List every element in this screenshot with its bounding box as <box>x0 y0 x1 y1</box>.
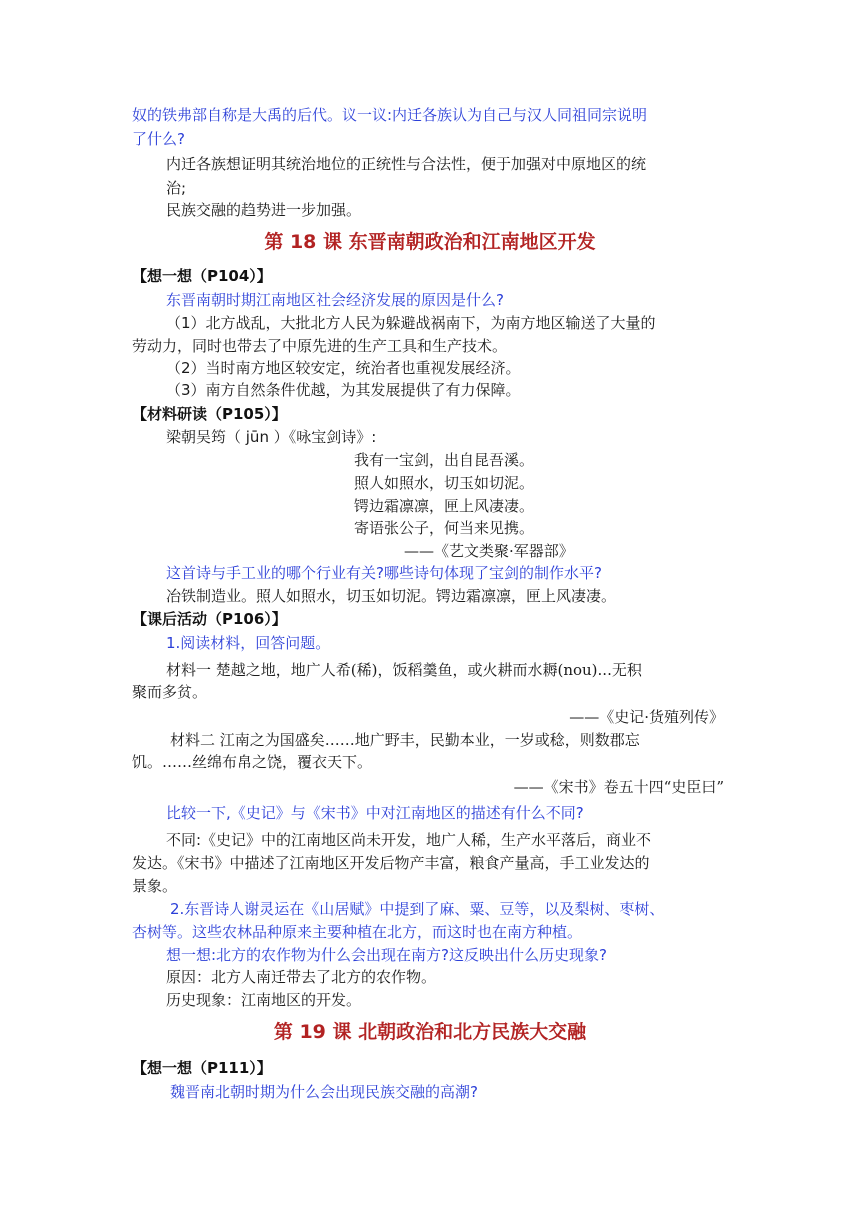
answer-line: 内迁各族想证明其统治地位的正统性与合法性，便于加强对中原地区的统 <box>166 155 647 173</box>
question: 比较一下,《史记》与《宋书》中对江南地区的描述有什么不同? <box>166 804 584 822</box>
text-line: 了什么? <box>132 130 185 148</box>
poem-intro: 梁朝吴筠（ jūn ）《咏宝剑诗》: <box>166 428 377 446</box>
answer-line: 原因：北方人南迁带去了北方的农作物。 <box>166 968 437 986</box>
material-source: ——《宋书》卷五十四“史臣曰” <box>513 778 724 796</box>
material-text: 聚而多贫。 <box>132 683 208 701</box>
question: 这首诗与手工业的哪个行业有关?哪些诗句体现了宝剑的制作水平? <box>166 564 602 582</box>
material-text: 饥。……丝绵布帛之饶，覆衣天下。 <box>132 753 373 771</box>
answer-line: 劳动力，同时也带去了中原先进的生产工具和生产技术。 <box>132 337 508 355</box>
answer-line: 发达。《宋书》中描述了江南地区开发后物产丰富，粮食产量高，手工业发达的 <box>132 854 650 872</box>
poem-line: 寄语张公子，何当来见携。 <box>354 519 535 537</box>
material-source: ——《史记·货殖列传》 <box>569 708 724 726</box>
answer-line: 景象。 <box>132 877 178 895</box>
section-header: 【材料研读（P105）】 <box>132 405 287 423</box>
text-line: 奴的铁弗部自称是大禹的后代。议一议:内迁各族认为自己与汉人同祖同宗说明 <box>132 106 648 124</box>
answer-line: 历史现象：江南地区的开发。 <box>166 991 362 1009</box>
question: 东晋南朝时期江南地区社会经济发展的原因是什么? <box>166 291 504 309</box>
material-text: 材料二 江南之为国盛矣……地广野丰，民勤本业，一岁或稔，则数郡忘 <box>170 731 640 749</box>
question: 想一想:北方的农作物为什么会出现在南方?这反映出什么历史现象? <box>166 946 607 964</box>
question: 魏晋南北朝时期为什么会出现民族交融的高潮? <box>170 1083 478 1101</box>
lesson-title: 第 18 课 东晋南朝政治和江南地区开发 <box>264 231 596 253</box>
answer-line: 民族交融的趋势进一步加强。 <box>166 201 362 219</box>
answer-line: 冶铁制造业。照人如照水，切玉如切泥。锷边霜凛凛，匣上风凄凄。 <box>166 587 617 605</box>
lesson-title: 第 19 课 北朝政治和北方民族大交融 <box>273 1021 587 1043</box>
answer-line: （3）南方自然条件优越，为其发展提供了有力保障。 <box>166 381 521 399</box>
poem-source: ——《艺文类聚·军器部》 <box>404 542 574 560</box>
answer-line: 治; <box>166 179 187 197</box>
activity-item: 杏树等。这些农林品种原来主要种植在北方，而这时也在南方种植。 <box>132 923 583 941</box>
section-header: 【想一想（P104）】 <box>132 267 272 285</box>
poem-line: 锷边霜凛凛，匣上风凄凄。 <box>354 497 535 515</box>
answer-line: 不同:《史记》中的江南地区尚未开发，地广人稀，生产水平落后，商业不 <box>166 831 652 849</box>
material-text: 材料一 楚越之地，地广人希(稀)，饭稻羹鱼，或火耕而水耨(nou)...无积 <box>166 661 642 679</box>
activity-item: 2.东晋诗人谢灵运在《山居赋》中提到了麻、粟、豆等，以及梨树、枣树、 <box>170 900 665 918</box>
section-header: 【课后活动（P106）】 <box>132 610 287 628</box>
section-header: 【想一想（P111）】 <box>132 1059 272 1077</box>
poem-line: 照人如照水，切玉如切泥。 <box>354 474 535 492</box>
poem-line: 我有一宝剑，出自昆吾溪。 <box>354 451 535 469</box>
activity-item: 1.阅读材料，回答问题。 <box>166 634 331 652</box>
answer-line: （1）北方战乱，大批北方人民为躲避战祸南下，为南方地区输送了大量的 <box>166 314 656 332</box>
answer-line: （2）当时南方地区较安定，统治者也重视发展经济。 <box>166 359 521 377</box>
